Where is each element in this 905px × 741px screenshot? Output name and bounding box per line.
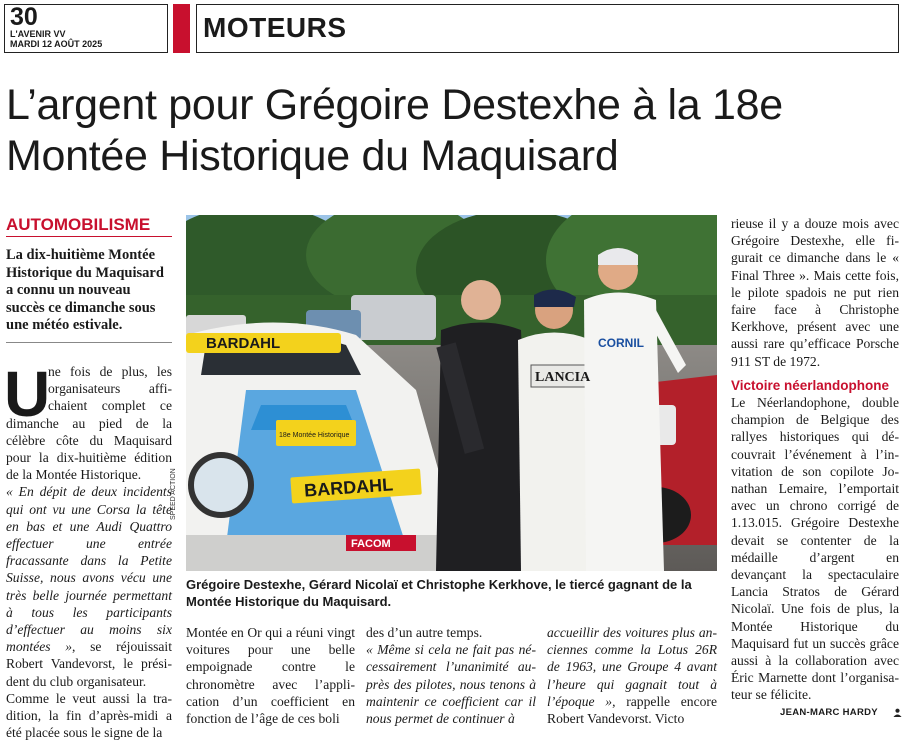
photo-lancia: LANCIA [535, 370, 591, 385]
photo-facom: FACOM [351, 538, 391, 550]
body-column-4 [547, 624, 717, 727]
publication-name: L'AVENIR VV [10, 29, 66, 39]
drop-cap-space [6, 363, 48, 414]
drop-cap: U [4, 358, 51, 430]
col4-quote: accueillir des voitures plus anciennes comme la Lotus 26R de 1963, une Groupe 4 avant l’heure qui gagnait tout à l’époque » [547, 625, 717, 709]
byline: JEAN-MARC HARDY [780, 707, 878, 718]
photo-plaque: 18e Montée Historique [279, 432, 350, 439]
col1-p2: Comme le veut aussi la tradition, la fin d’après-midi a été placée sous le signe de la [6, 690, 172, 741]
page-number: 30 [10, 3, 38, 31]
publication-date: MARDI 12 AOÛT 2025 [10, 39, 103, 49]
section-title: MOTEURS [203, 12, 347, 43]
article-photo [186, 215, 717, 571]
section-color-bar [173, 4, 190, 53]
col1-p1-text: ne fois de plus, les organisateurs affichaient complet ce dimanche au pied de la célèbre côte du Maquisard pour la dix-huitième édition de la Montée Historique. [6, 364, 172, 483]
col5-p2: Le Néerlandophone, double champion de Belgique des rallyes historiques qui découvrait l’événement à l’invitation de son copilote Jonathan Lemaire, l’emportait avec un chrono corrigé de 1.13.015. Grégoire Destexhe devait se contenter de la médaille d’argent en devançant la spectaculaire Lancia Stratos de Gérard Nicolaï. Une fois de plus, la Montée Historique du Maquisard fut un succès grâce aussi à la collaboration avec Éric Marnette dont l’organisateur se félicite. [731, 395, 899, 703]
photo-caption: Grégoire Destexhe, Gérard Nicolaï et Christophe Kerkhove, le tiercé gagnant de la Montée Historique du Maquisard. [186, 577, 692, 609]
col3-quote: « Même si cela ne fait pas nécessairement l’unanimité auprès des pilotes, nous tenons à maintenir ce coefficient car il nous permet de continuer à [366, 642, 536, 727]
photo-cornil: CORNIL [598, 336, 644, 350]
body-column-2 [186, 624, 355, 727]
col1-tail: , se réjouissait Robert Vandevorst, le président du club organisateur. [6, 639, 172, 689]
col5-p1: rieuse il y a douze mois avec Grégoire Destexhe, elle figurait ce dimanche dans le « Final Three ». Mais cette fois, le pilote spadois ne put rien faire face à Christophe Kerkhove, présent avec une aussi rare qu’efficace Porsche 911 ST de 1972. [731, 216, 899, 369]
col3-start: des d’un autre temps. [366, 625, 483, 640]
body-column-5 [731, 215, 899, 704]
photo-bardahl-hood: BARDAHL [303, 474, 394, 501]
lead-paragraph: La dix-huitième Montée Historique du Maquisard a connu un nouveau succès ce dimanche sous une météo estivale. [6, 247, 164, 333]
author-icon [893, 708, 902, 717]
col1-quote: « En dépit de deux incidents qui ont vu une Corsa la tête en bas et une Audi Quattro effectuer une entrée fracassante dans la Petite Suisse, nous avons vécu une très belle journée permettant à tous les participants d’effectuer au moins six montées » [6, 484, 172, 655]
column-separator [6, 342, 172, 343]
headline: L’argent pour Grégoire Destexhe à la 18e Montée Historique du Maquisard [6, 81, 783, 180]
col2-text: Montée en Or qui a réuni vingt voitures pour une belle empoignade contre le chronomètre avec l’application d’un coefficient en fonction de l’âge de ces boli [186, 625, 355, 727]
col1-paragraph [4, 358, 172, 483]
col4-paragraph [547, 624, 717, 727]
col4-tail: , rappelle encore Robert Vandevorst. Victo [547, 693, 717, 727]
col1-quote-paragraph [6, 483, 172, 689]
subheading: Victoire néerlandophone [731, 377, 890, 393]
kicker-rule [6, 236, 172, 237]
kicker: AUTOMOBILISME [6, 215, 151, 234]
body-column-1 [4, 358, 172, 741]
photo-credit: SPEED ACTION [170, 468, 177, 520]
body-column-3 [366, 624, 536, 727]
photo-bardahl-banner: BARDAHL [206, 335, 281, 352]
